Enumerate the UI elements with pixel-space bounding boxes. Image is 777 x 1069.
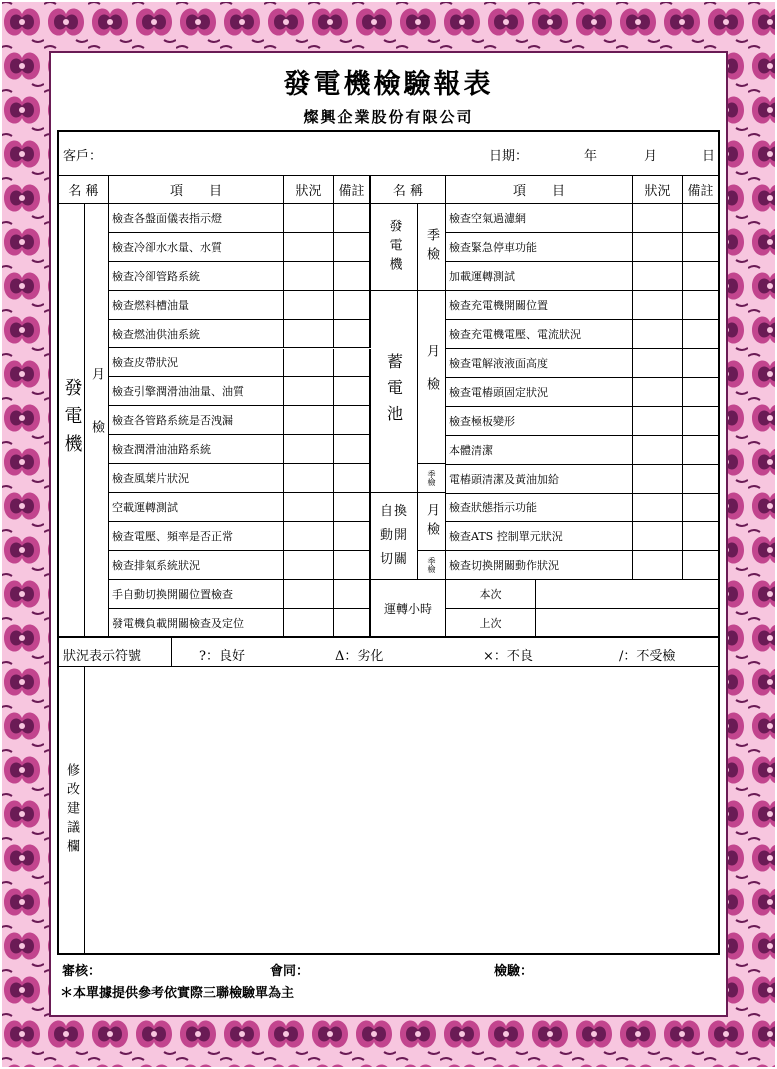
- right-row-battery-item: 檢查充電機電壓、電流狀況: [446, 320, 633, 349]
- footer-inspect: 檢驗：: [494, 964, 534, 979]
- left-row-remark-cell[interactable]: [334, 522, 371, 551]
- left-row-status-cell[interactable]: [284, 204, 334, 233]
- left-row-remark-cell[interactable]: [334, 291, 371, 320]
- left-row-status-cell[interactable]: [284, 377, 334, 406]
- month-label: 月: [644, 149, 658, 164]
- legend-divider: [171, 638, 172, 667]
- right-row-gen-remark-cell[interactable]: [683, 233, 718, 262]
- left-row-item: 檢查燃油供油系統: [109, 320, 284, 349]
- left-row-item: 檢查各盤面儀表指示燈: [109, 204, 284, 233]
- left-row-item: 檢查冷卻水水量、水質: [109, 233, 284, 262]
- right-row-battery-status-cell[interactable]: [633, 349, 683, 378]
- footer-co-sign: 會同：: [270, 964, 310, 979]
- left-row-remark-cell[interactable]: [334, 551, 371, 580]
- right-row-battery-remark-cell[interactable]: [683, 320, 718, 349]
- col-item-left: 項 目: [109, 176, 284, 204]
- right-row-battery-item: 電樁頭清潔及黃油加給: [446, 465, 633, 494]
- right-row-battery-status-cell[interactable]: [633, 291, 683, 320]
- col-name-right: 名 稱: [371, 176, 446, 204]
- left-row-item: 檢查引擎潤滑油油量、油質: [109, 377, 284, 406]
- remarks-area[interactable]: [85, 667, 718, 953]
- left-row-remark-cell[interactable]: [334, 464, 371, 493]
- right-row-gen-item: 檢查空氣過濾網: [446, 204, 633, 233]
- right-row-gen-item: 加載運轉測試: [446, 262, 633, 291]
- right-row-gen-item: 檢查緊急停車功能: [446, 233, 633, 262]
- left-row-status-cell[interactable]: [284, 609, 334, 638]
- date-label: 日期：: [489, 149, 529, 164]
- right-row-battery-status-cell[interactable]: [633, 320, 683, 349]
- right-row-battery-remark-cell[interactable]: [683, 436, 718, 465]
- right-gen-name: 發電機: [371, 204, 418, 291]
- left-row-remark-cell[interactable]: [334, 580, 371, 609]
- right-ats-freq-month: 月檢: [418, 493, 446, 551]
- right-row-battery-remark-cell[interactable]: [683, 465, 718, 494]
- runtime-this-label: 本次: [446, 580, 536, 609]
- left-row-item: 發電機負載開關檢查及定位: [109, 609, 284, 638]
- left-row-item: 檢查排氣系統狀況: [109, 551, 284, 580]
- left-row-remark-cell[interactable]: [334, 406, 371, 435]
- legend-degraded: Δ：劣化: [335, 649, 384, 664]
- left-row-item: 檢查皮帶狀況: [109, 349, 284, 378]
- right-row-battery-item: 檢查極板變形: [446, 407, 633, 436]
- right-row-battery-status-cell[interactable]: [633, 407, 683, 436]
- day-label: 日: [702, 149, 716, 164]
- left-row-remark-cell[interactable]: [334, 233, 371, 262]
- legend-row: [59, 637, 718, 667]
- right-row-ats-remark-cell[interactable]: [683, 522, 718, 551]
- right-row-battery-remark-cell[interactable]: [683, 378, 718, 407]
- right-ats-freq-quarter: 季檢: [418, 551, 446, 580]
- right-row-ats-item: 檢查狀態指示功能: [446, 493, 633, 522]
- right-row-ats-remark-cell[interactable]: [683, 493, 718, 522]
- right-row-battery-status-cell[interactable]: [633, 465, 683, 494]
- right-row-ats-item: 檢查切換開關動作狀況: [446, 551, 633, 580]
- right-battery-freq-quarter: 季檢: [418, 464, 446, 493]
- col-remark-left: 備註: [334, 176, 371, 204]
- left-row-item: 手自動切換開關位置檢查: [109, 580, 284, 609]
- left-row-item: 空載運轉測試: [109, 493, 284, 522]
- footer-review: 審核：: [62, 964, 102, 979]
- left-group-name: 發電機: [59, 204, 85, 637]
- left-row-item: 檢查各管路系統是否洩漏: [109, 406, 284, 435]
- left-row-status-cell[interactable]: [284, 435, 334, 464]
- right-row-ats-item: 檢查ATS 控制單元狀況: [446, 522, 633, 551]
- left-row-status-cell[interactable]: [284, 349, 334, 378]
- left-row-item: 檢查燃料槽油量: [109, 291, 284, 320]
- col-status-left: 狀況: [284, 176, 334, 204]
- left-row-remark-cell[interactable]: [334, 435, 371, 464]
- report-title: 發電機檢驗報表: [283, 69, 494, 100]
- left-row-status-cell[interactable]: [284, 580, 334, 609]
- right-row-gen-status-cell[interactable]: [633, 233, 683, 262]
- col-name-left: 名 稱: [59, 176, 109, 204]
- right-row-ats-status-cell[interactable]: [633, 493, 683, 522]
- left-row-remark-cell[interactable]: [334, 204, 371, 233]
- right-row-ats-status-cell[interactable]: [633, 522, 683, 551]
- right-row-battery-remark-cell[interactable]: [683, 407, 718, 436]
- runtime-last-label: 上次: [446, 609, 536, 637]
- left-row-status-cell[interactable]: [284, 233, 334, 262]
- left-row-item: 檢查電壓、頻率是否正常: [109, 522, 284, 551]
- left-row-item: 檢查潤滑油油路系統: [109, 435, 284, 464]
- right-row-battery-item: 本體清潔: [446, 436, 633, 465]
- right-battery-name: 蓄電池: [371, 291, 418, 493]
- left-row-item: 檢查冷卻管路系統: [109, 262, 284, 291]
- header-row: [59, 132, 718, 176]
- left-row-item: 檢查風葉片狀況: [109, 464, 284, 493]
- left-row-status-cell[interactable]: [284, 291, 334, 320]
- right-row-battery-status-cell[interactable]: [633, 378, 683, 407]
- runtime-last-value[interactable]: [536, 609, 718, 637]
- left-row-remark-cell[interactable]: [334, 349, 371, 378]
- left-row-status-cell[interactable]: [284, 464, 334, 493]
- right-row-gen-remark-cell[interactable]: [683, 262, 718, 291]
- right-row-gen-status-cell[interactable]: [633, 204, 683, 233]
- left-row-status-cell[interactable]: [284, 493, 334, 522]
- inspection-form: [57, 130, 720, 955]
- right-row-ats-remark-cell[interactable]: [683, 551, 718, 580]
- right-row-battery-item: 檢查電樁頭固定狀況: [446, 378, 633, 407]
- left-row-remark-cell[interactable]: [334, 493, 371, 522]
- left-group-freq: 月檢: [85, 204, 109, 637]
- right-row-battery-item: 檢查充電機開關位置: [446, 291, 633, 320]
- legend-bad: ×：不良: [483, 649, 533, 664]
- company-name: 燦興企業股份有限公司: [303, 108, 474, 126]
- right-row-battery-remark-cell[interactable]: [683, 349, 718, 378]
- runtime-label: 運轉小時: [371, 580, 446, 637]
- remarks-label: 修改建議欄: [59, 667, 85, 953]
- right-gen-freq: 季檢: [418, 204, 446, 291]
- right-battery-freq-month: 月檢: [418, 291, 446, 464]
- year-label: 年: [584, 149, 598, 164]
- runtime-this-value[interactable]: [536, 580, 718, 609]
- legend-label: 狀況表示符號: [63, 649, 142, 664]
- right-row-gen-status-cell[interactable]: [633, 262, 683, 291]
- customer-label: 客戶：: [63, 149, 103, 164]
- left-row-status-cell[interactable]: [284, 406, 334, 435]
- right-row-battery-remark-cell[interactable]: [683, 291, 718, 320]
- col-item-right: 項 目: [446, 176, 633, 204]
- left-row-remark-cell[interactable]: [334, 262, 371, 291]
- right-ats-name: 自換動開切關: [371, 493, 418, 580]
- left-row-status-cell[interactable]: [284, 522, 334, 551]
- col-remark-right: 備註: [683, 176, 718, 204]
- left-row-status-cell[interactable]: [284, 320, 334, 349]
- right-row-battery-status-cell[interactable]: [633, 436, 683, 465]
- left-row-status-cell[interactable]: [284, 262, 334, 291]
- footer-note: ＊本單據提供參考依實際三聯檢驗單為主: [60, 986, 295, 1001]
- left-row-remark-cell[interactable]: [334, 609, 371, 638]
- left-row-remark-cell[interactable]: [334, 320, 371, 349]
- col-status-right: 狀況: [633, 176, 683, 204]
- right-row-gen-remark-cell[interactable]: [683, 204, 718, 233]
- left-row-status-cell[interactable]: [284, 551, 334, 580]
- right-row-ats-status-cell[interactable]: [633, 551, 683, 580]
- right-row-battery-item: 檢查電解液液面高度: [446, 349, 633, 378]
- left-row-remark-cell[interactable]: [334, 377, 371, 406]
- legend-na: /：不受檢: [619, 649, 676, 664]
- legend-good: ?：良好: [199, 649, 245, 664]
